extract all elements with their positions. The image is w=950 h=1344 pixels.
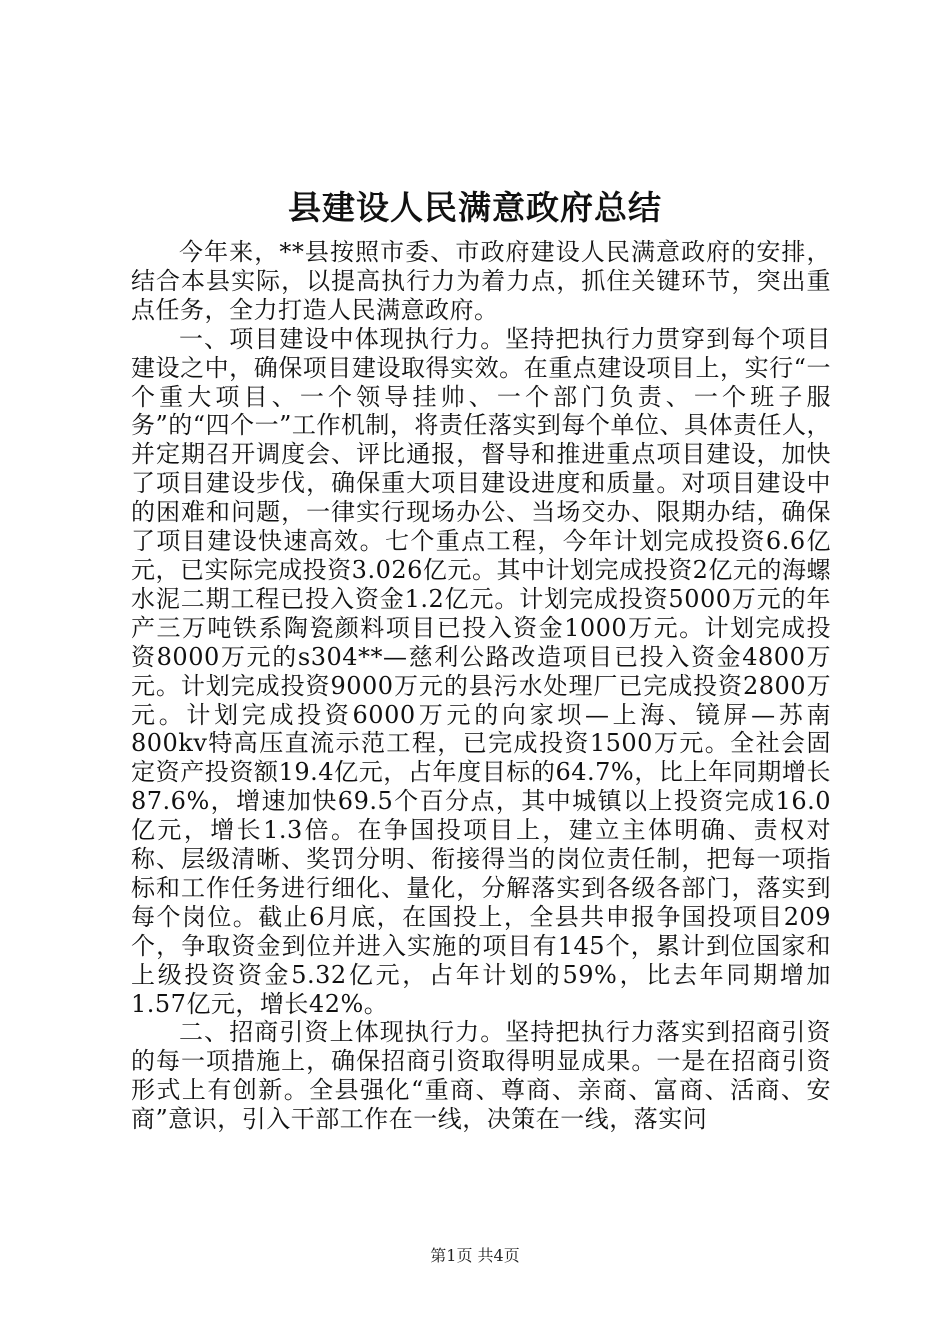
paragraph-intro: 今年来，**县按照市委、市政府建设人民满意政府的安排，结合本县实际，以提高执行力为着力点，抓住关键环节，突出重点任务，全力打造人民满意政府。 [131,238,831,324]
page-footer: 第1页 共4页 [430,1246,520,1265]
paragraph-project-construction: 一、项目建设中体现执行力。坚持把执行力贯穿到每个项目建设之中，确保项目建设取得实效。在重点建设项目上，实行“一个重大项目、一个领导挂帅、一个部门负责、一个班子服务”的“四个一”工作机制，将责任落实到每个单位、具体责任人，并定期召开调度会、评比通报，督导和推进重点项目建设，加快了项目建设步伐，确保重大项目建设进度和质量。对项目建设中的困难和问题，一律实行现场办公、当场交办、限期办结，确保了项目建设快速高效。七个重点工程，今年计划完成投资6.6亿元，已实际完成投资3.026亿元。其中计划完成投资2亿元的海螺水泥二期工程已投入资金1.2亿元。计划完成投资5000万元的年产三万吨铁系陶瓷颜料项目已投入资金1000万元。计划完成投资8000万元的s304**—慈利公路改造项目已投入资金4800万元。计划完成投资9000万元的县污水处理厂已完成投资2800万元。计划完成投资6000万元的向家坝—上海、镜屏—苏南800kv特高压直流示范工程，已完成投资1500万元。全社会固定资产投资额19.4亿元，占年度目标的64.7%，比上年同期增长87.6%，增速加快69.5个百分点，其中城镇以上投资完成16.0亿元，增长1.3倍。在争国投项目上，建立主体明确、责权对称、层级清晰、奖罚分明、衔接得当的岗位责任制，把每一项指标和工作任务进行细化、量化，分解落实到各级各部门，落实到每个岗位。截止6月底，在国投上，全县共申报争国投项目209个，争取资金到位并进入实施的项目有145个，累计到位国家和上级投资资金5.32亿元，占年计划的59%，比去年同期增加1.57亿元，增长42%。 [131,324,831,1018]
document-title: 县建设人民满意政府总结 [288,188,662,227]
paragraph-investment-attraction: 二、招商引资上体现执行力。坚持把执行力落实到招商引资的每一项措施上，确保招商引资取得明显成果。一是在招商引资形式上有创新。全县强化“重商、尊商、亲商、富商、活商、安商”意识，引入干部工作在一线，决策在一线，落实问 [131,1018,831,1134]
document-body [131,238,831,1134]
